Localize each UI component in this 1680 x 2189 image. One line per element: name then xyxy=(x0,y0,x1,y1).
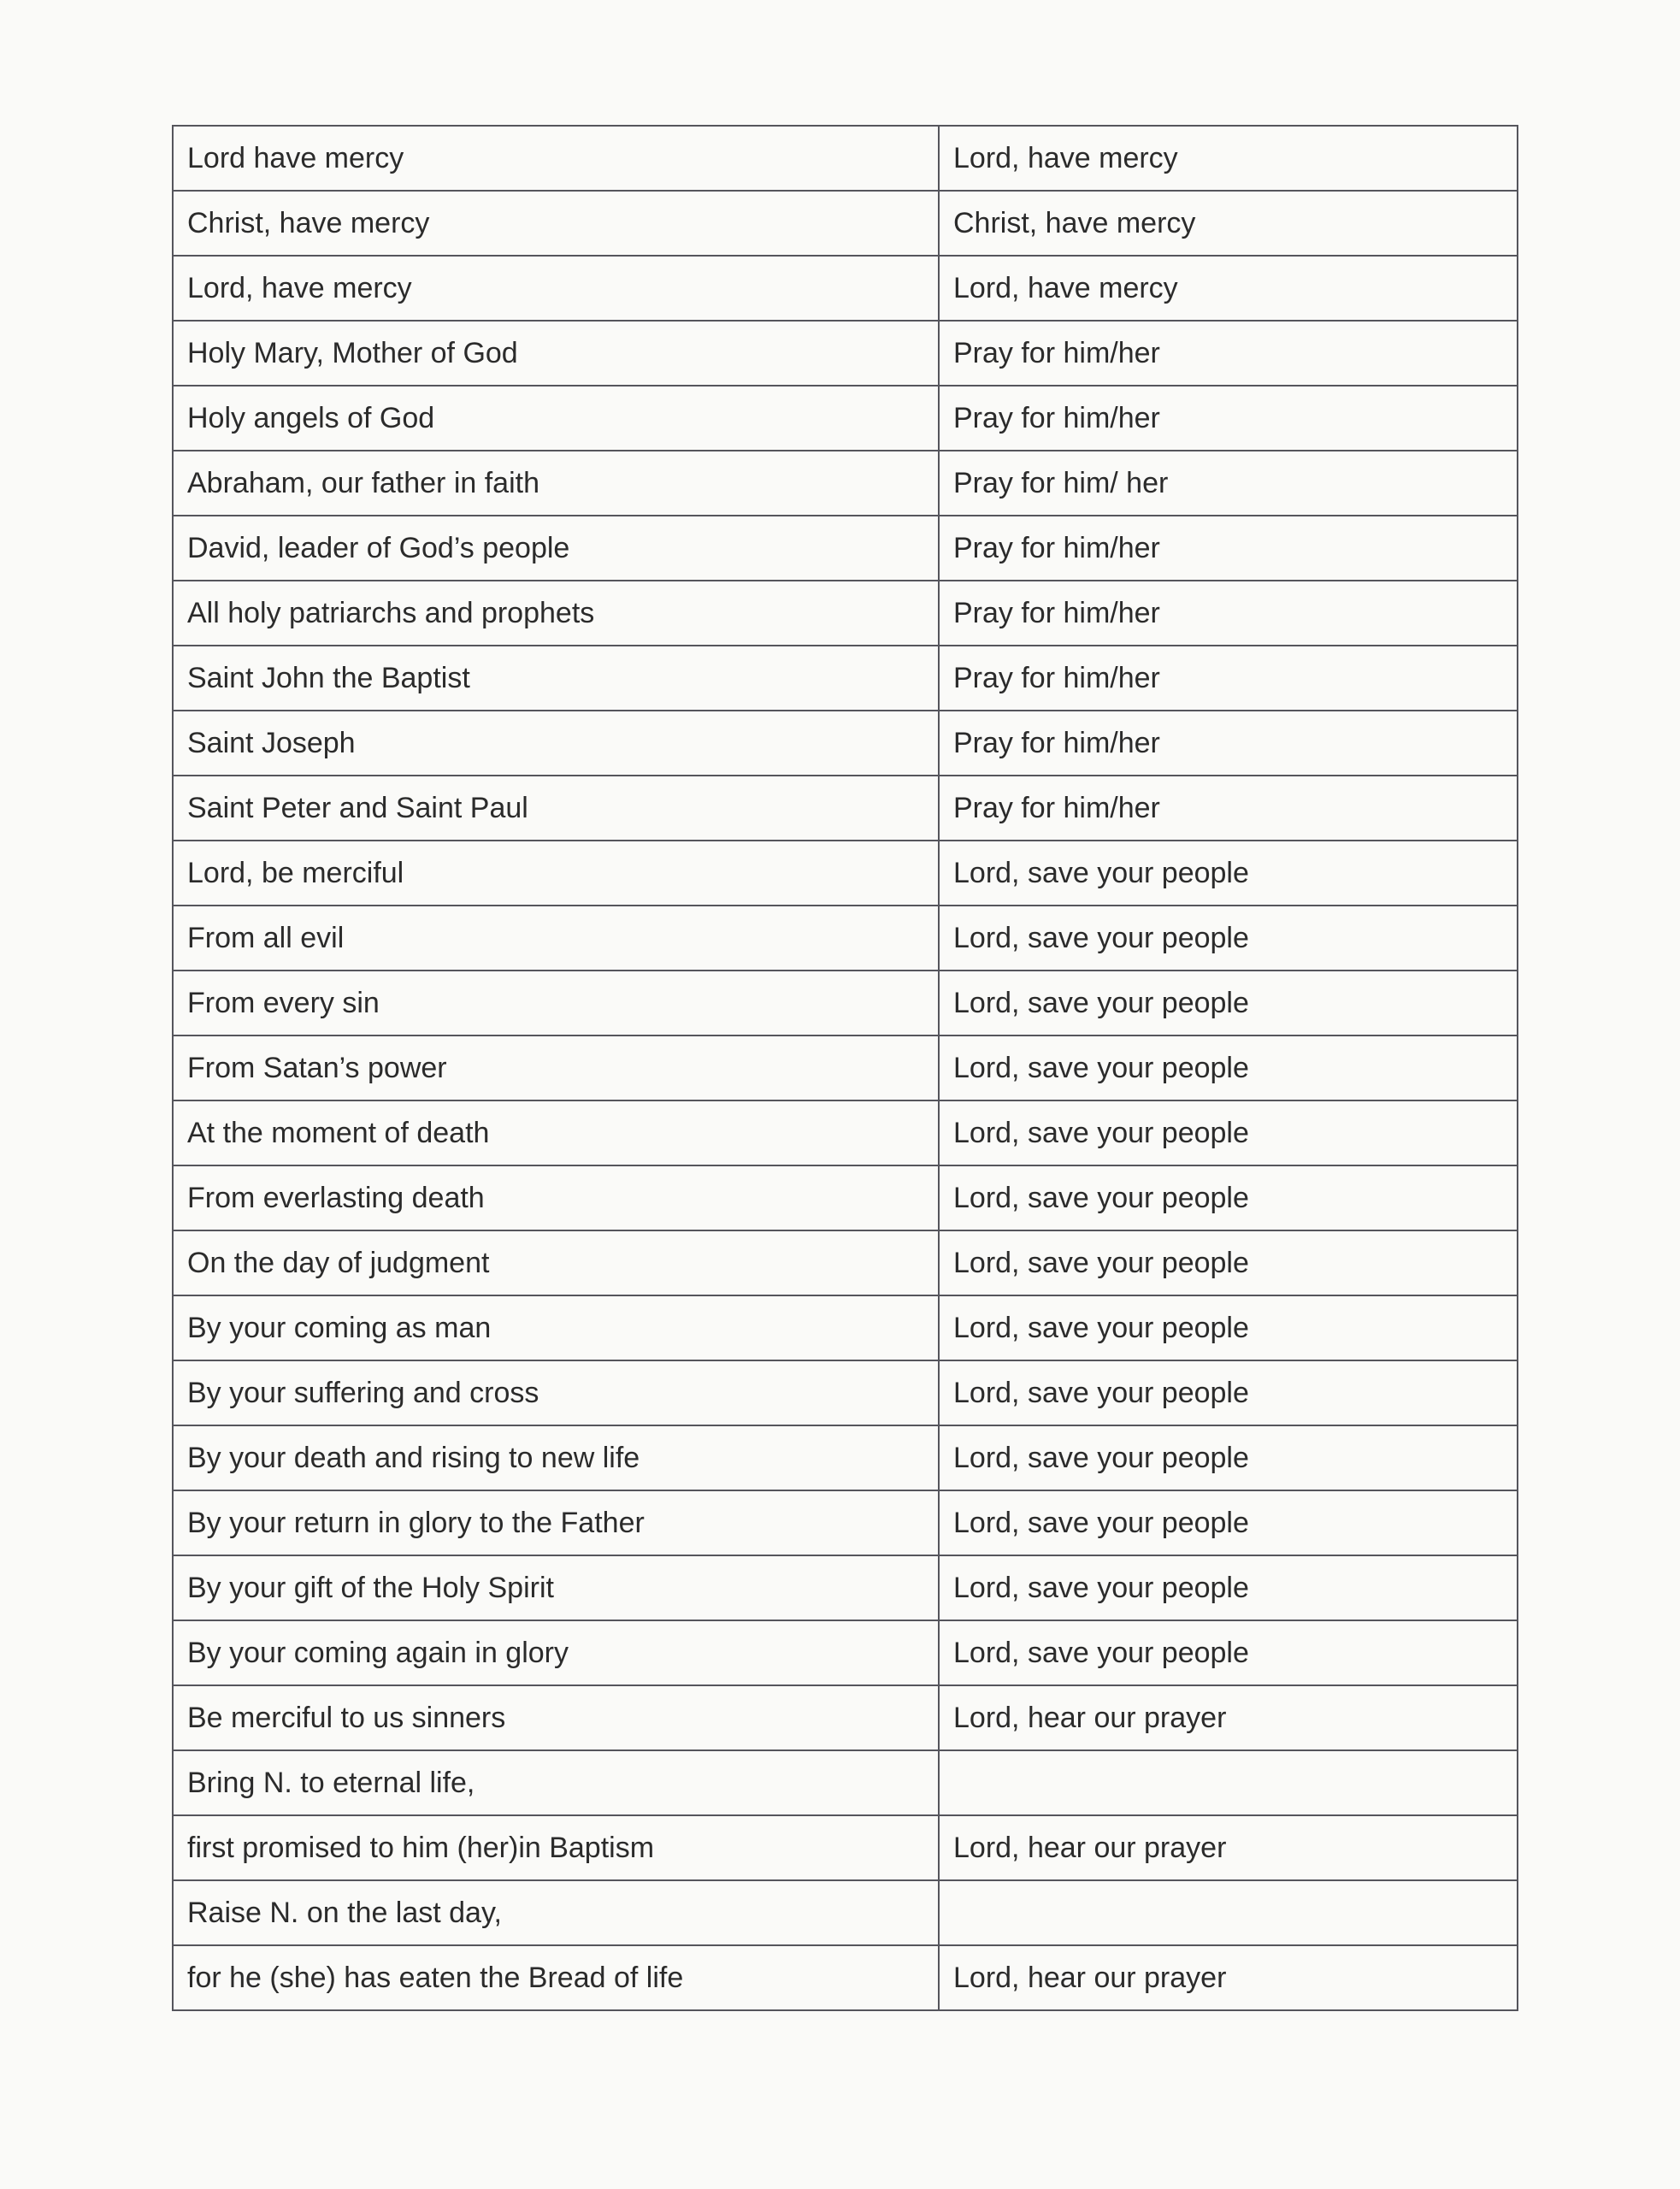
table-row xyxy=(173,906,1518,971)
table-row xyxy=(173,1425,1518,1490)
response-cell: Lord, save your people xyxy=(939,1425,1518,1490)
table-row xyxy=(173,1295,1518,1360)
response-cell: Lord, save your people xyxy=(939,1230,1518,1295)
table-row xyxy=(173,451,1518,516)
invocation-cell: Christ, have mercy xyxy=(173,191,939,256)
response-cell: Lord, save your people xyxy=(939,1165,1518,1230)
response-cell: Lord, hear our prayer xyxy=(939,1815,1518,1880)
table-row xyxy=(173,1555,1518,1620)
response-cell: Christ, have mercy xyxy=(939,191,1518,256)
table-row xyxy=(173,321,1518,386)
response-cell: Pray for him/her xyxy=(939,646,1518,711)
invocation-cell: By your suffering and cross xyxy=(173,1360,939,1425)
response-cell: Pray for him/her xyxy=(939,321,1518,386)
litany-body xyxy=(173,126,1518,2010)
response-cell: Lord, save your people xyxy=(939,841,1518,906)
table-row xyxy=(173,711,1518,776)
table-row xyxy=(173,1685,1518,1750)
invocation-cell: At the moment of death xyxy=(173,1100,939,1165)
table-row xyxy=(173,386,1518,451)
response-cell: Pray for him/her xyxy=(939,776,1518,841)
table-row xyxy=(173,256,1518,321)
table-row xyxy=(173,1490,1518,1555)
table-row xyxy=(173,841,1518,906)
invocation-cell: Lord, be merciful xyxy=(173,841,939,906)
invocation-cell: From Satan’s power xyxy=(173,1035,939,1100)
table-row xyxy=(173,1945,1518,2010)
response-cell: Pray for him/her xyxy=(939,386,1518,451)
table-row xyxy=(173,516,1518,581)
response-cell: Pray for him/her xyxy=(939,711,1518,776)
table-row xyxy=(173,1360,1518,1425)
invocation-cell: for he (she) has eaten the Bread of life xyxy=(173,1945,939,2010)
invocation-cell: Lord, have mercy xyxy=(173,256,939,321)
table-row xyxy=(173,646,1518,711)
response-cell: Lord, save your people xyxy=(939,1035,1518,1100)
table-row xyxy=(173,581,1518,646)
invocation-cell: By your return in glory to the Father xyxy=(173,1490,939,1555)
response-cell: Lord, hear our prayer xyxy=(939,1945,1518,2010)
invocation-cell: From all evil xyxy=(173,906,939,971)
invocation-cell: Saint John the Baptist xyxy=(173,646,939,711)
response-cell: Lord, hear our prayer xyxy=(939,1685,1518,1750)
invocation-cell: By your death and rising to new life xyxy=(173,1425,939,1490)
invocation-cell: By your coming as man xyxy=(173,1295,939,1360)
invocation-cell: Raise N. on the last day, xyxy=(173,1880,939,1945)
table-row xyxy=(173,126,1518,191)
response-cell: Lord, save your people xyxy=(939,971,1518,1035)
table-row xyxy=(173,1230,1518,1295)
invocation-cell: Be merciful to us sinners xyxy=(173,1685,939,1750)
invocation-cell: Abraham, our father in faith xyxy=(173,451,939,516)
invocation-cell: From everlasting death xyxy=(173,1165,939,1230)
response-cell: Lord, save your people xyxy=(939,1490,1518,1555)
invocation-cell: By your gift of the Holy Spirit xyxy=(173,1555,939,1620)
table-row xyxy=(173,191,1518,256)
invocation-cell: By your coming again in glory xyxy=(173,1620,939,1685)
invocation-cell: Holy angels of God xyxy=(173,386,939,451)
invocation-cell: Saint Peter and Saint Paul xyxy=(173,776,939,841)
invocation-cell: David, leader of God’s people xyxy=(173,516,939,581)
table-row xyxy=(173,1035,1518,1100)
table-row xyxy=(173,1815,1518,1880)
response-cell: Lord, have mercy xyxy=(939,256,1518,321)
table-row xyxy=(173,1620,1518,1685)
invocation-cell: Bring N. to eternal life, xyxy=(173,1750,939,1815)
invocation-cell: On the day of judgment xyxy=(173,1230,939,1295)
response-cell: Lord, save your people xyxy=(939,1620,1518,1685)
response-cell: Pray for him/her xyxy=(939,516,1518,581)
response-cell: Pray for him/her xyxy=(939,581,1518,646)
invocation-cell: Holy Mary, Mother of God xyxy=(173,321,939,386)
invocation-cell: Saint Joseph xyxy=(173,711,939,776)
invocation-cell: All holy patriarchs and prophets xyxy=(173,581,939,646)
invocation-cell: From every sin xyxy=(173,971,939,1035)
response-cell: Pray for him/ her xyxy=(939,451,1518,516)
table-row xyxy=(173,776,1518,841)
response-cell: Lord, save your people xyxy=(939,1100,1518,1165)
invocation-cell: first promised to him (her)in Baptism xyxy=(173,1815,939,1880)
response-cell xyxy=(939,1880,1518,1945)
table-row xyxy=(173,1880,1518,1945)
table-row xyxy=(173,1750,1518,1815)
invocation-cell: Lord have mercy xyxy=(173,126,939,191)
response-cell: Lord, save your people xyxy=(939,1295,1518,1360)
response-cell: Lord, save your people xyxy=(939,1555,1518,1620)
response-cell: Lord, save your people xyxy=(939,906,1518,971)
response-cell: Lord, save your people xyxy=(939,1360,1518,1425)
response-cell: Lord, have mercy xyxy=(939,126,1518,191)
table-row xyxy=(173,1165,1518,1230)
response-cell xyxy=(939,1750,1518,1815)
table-row xyxy=(173,971,1518,1035)
table-row xyxy=(173,1100,1518,1165)
litany-table xyxy=(172,125,1518,2011)
